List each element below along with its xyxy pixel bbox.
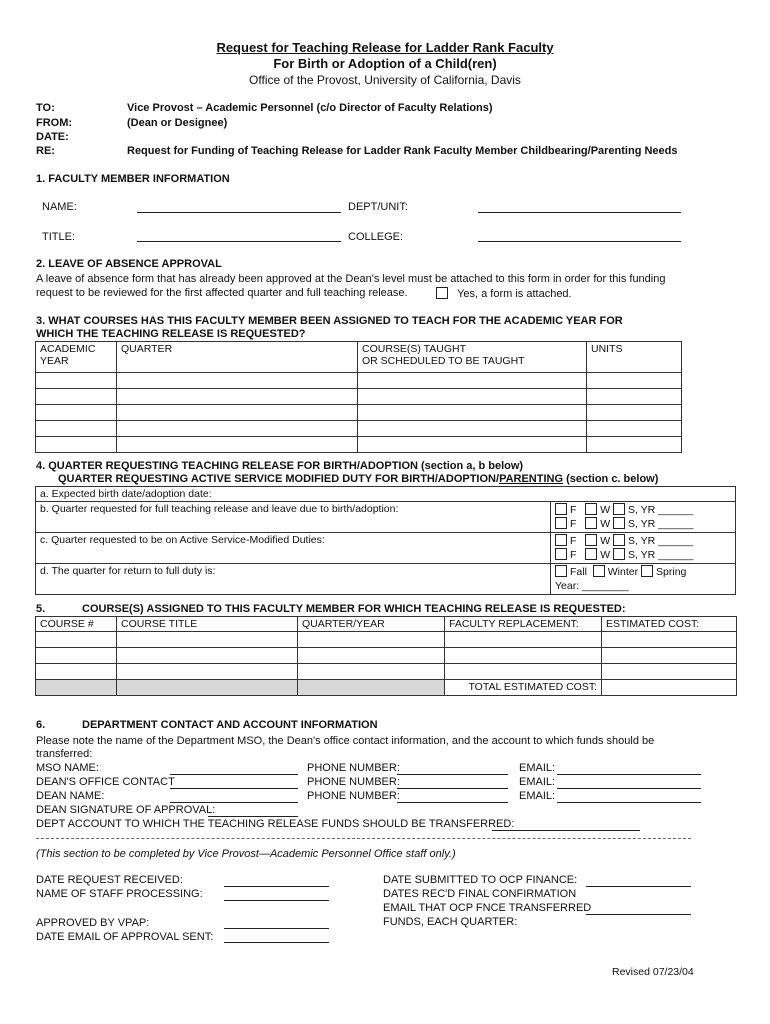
table-row[interactable]	[36, 664, 737, 680]
return-duty-options[interactable]: Fall Winter Spring Year: ________	[551, 564, 736, 595]
section6-text-2: transferred:	[36, 748, 93, 760]
modified-duty-options[interactable]: F W S, YR ______ F W S, YR ______	[551, 533, 736, 564]
dean-email-field[interactable]	[557, 802, 701, 803]
account-field[interactable]	[492, 830, 640, 831]
dean-name-field[interactable]	[170, 802, 298, 803]
name-field[interactable]	[137, 212, 341, 213]
email-sent-label: DATE EMAIL OF APPROVAL SENT:	[36, 931, 214, 943]
table-row[interactable]	[36, 373, 682, 389]
table-row[interactable]	[36, 632, 737, 648]
section4-heading-2: QUARTER REQUESTING ACTIVE SERVICE MODIFIED DUTY FOR BIRTH/ADOPTION/PARENTING (section c. below)	[58, 473, 659, 485]
approved-by-label: APPROVED BY VPAP:	[36, 917, 150, 929]
dean-contact-email-label: EMAIL:	[519, 776, 556, 788]
table-row[interactable]	[36, 389, 682, 405]
section2-heading: 2. LEAVE OF ABSENCE APPROVAL	[36, 258, 222, 270]
to-value: Vice Provost – Academic Personnel (c/o Director of Faculty Relations)	[127, 102, 493, 114]
checkbox-spring[interactable]	[641, 565, 653, 577]
form-attached-checkbox[interactable]	[436, 287, 448, 299]
table-row[interactable]	[36, 437, 682, 453]
section2-text-1: A leave of absence form that has already been approved at the Dean's level must be attached to this form in order for this funding	[36, 273, 666, 285]
mso-phone-label: PHONE NUMBER:	[307, 762, 400, 774]
dean-contact-phone-field[interactable]	[397, 788, 508, 789]
checkbox-s[interactable]	[613, 503, 625, 515]
ocp-email-field[interactable]	[586, 914, 691, 915]
funds-label: FUNDS, EACH QUARTER:	[383, 916, 518, 928]
checkbox-w[interactable]	[585, 503, 597, 515]
modified-duty-label: c. Quarter requested to be on Active Service-Modified Duties:	[36, 533, 551, 564]
checkbox-s[interactable]	[613, 548, 625, 560]
release-quarter-options[interactable]: F W S, YR ______ F W S, YR ______	[551, 502, 736, 533]
staff-processing-label: NAME OF STAFF PROCESSING:	[36, 888, 203, 900]
col-estimated-cost: ESTIMATED COST:	[602, 617, 737, 632]
section3-heading-1: 3. WHAT COURSES HAS THIS FACULTY MEMBER BEEN ASSIGNED TO TEACH FOR THE ACADEMIC YEAR FOR	[36, 315, 623, 327]
table-row[interactable]	[36, 648, 737, 664]
checkbox-w[interactable]	[585, 548, 597, 560]
office-use-note: (This section to be completed by Vice Provost—Academic Personnel Office staff only.)	[36, 848, 456, 860]
re-label: RE:	[36, 145, 55, 157]
name-label: NAME:	[42, 201, 77, 213]
from-label: FROM:	[36, 117, 73, 129]
checkbox-f[interactable]	[555, 548, 567, 560]
table-row[interactable]	[36, 421, 682, 437]
title-field[interactable]	[137, 241, 341, 242]
total-cost-field[interactable]	[602, 680, 737, 696]
checkbox-s[interactable]	[613, 517, 625, 529]
date-submitted-label: DATE SUBMITTED TO OCP FINANCE:	[383, 874, 578, 886]
college-label: COLLEGE:	[348, 231, 404, 243]
section5-heading: COURSE(S) ASSIGNED TO THIS FACULTY MEMBER FOR WHICH TEACHING RELEASE IS REQUESTED:	[82, 603, 626, 615]
total-label: TOTAL ESTIMATED COST:	[445, 680, 602, 696]
section6-text-1: Please note the name of the Department MSO, the Dean's office contact information, and the account to which funds should be	[36, 735, 655, 747]
mso-label: MSO NAME:	[36, 762, 99, 774]
dept-label: DEPT/UNIT:	[348, 201, 408, 213]
dean-email-label: EMAIL:	[519, 790, 556, 802]
college-field[interactable]	[478, 241, 681, 242]
divider	[36, 838, 691, 839]
dean-signature-label: DEAN SIGNATURE OF APPROVAL:	[36, 804, 216, 816]
dean-contact-phone-label: PHONE NUMBER:	[307, 776, 400, 788]
form-attached-option[interactable]	[436, 287, 572, 300]
col-quarter: QUARTER	[117, 342, 358, 373]
section1-heading: 1. FACULTY MEMBER INFORMATION	[36, 173, 230, 185]
courses-assigned-table	[35, 341, 682, 453]
col-academic-year: ACADEMIC YEAR	[36, 342, 117, 373]
date-submitted-field[interactable]	[586, 886, 691, 887]
dean-contact-label: DEAN'S OFFICE CONTACT	[36, 776, 175, 788]
mso-field[interactable]	[170, 774, 298, 775]
checkbox-f[interactable]	[555, 534, 567, 546]
final-confirmation-label: DATES REC'D FINAL CONFIRMATION	[383, 888, 577, 900]
checkbox-f[interactable]	[555, 503, 567, 515]
section4-heading-1: 4. QUARTER REQUESTING TEACHING RELEASE FOR BIRTH/ADOPTION (section a, b below)	[36, 460, 524, 472]
col-faculty-replacement: FACULTY REPLACEMENT:	[445, 617, 602, 632]
section6-number: 6.	[36, 719, 46, 731]
section2-text-2: request to be reviewed for the first affected quarter and full teaching release.	[36, 287, 408, 299]
checkbox-w[interactable]	[585, 517, 597, 529]
dean-signature-field[interactable]	[208, 816, 298, 817]
date-received-field[interactable]	[224, 886, 329, 887]
checkbox-winter[interactable]	[593, 565, 605, 577]
col-course-num: COURSE #	[36, 617, 117, 632]
form-subtitle: For Birth or Adoption of a Child(ren)	[273, 56, 497, 71]
checkbox-f[interactable]	[555, 517, 567, 529]
ocp-email-label: EMAIL THAT OCP FNCE TRANSFERRED	[383, 902, 592, 914]
form-title: Request for Teaching Release for Ladder Rank Faculty	[216, 40, 554, 55]
checkbox-fall[interactable]	[555, 565, 567, 577]
expected-date-row[interactable]: a. Expected birth date/adoption date:	[36, 487, 736, 502]
office-line: Office of the Provost, University of California, Davis	[249, 73, 521, 87]
dean-contact-field[interactable]	[170, 788, 298, 789]
title-label: TITLE:	[42, 231, 76, 243]
col-quarter-year: QUARTER/YEAR	[298, 617, 445, 632]
section5-number: 5.	[36, 603, 46, 615]
email-sent-field[interactable]	[224, 942, 329, 943]
col-units: UNITS	[587, 342, 682, 373]
to-label: TO:	[36, 102, 55, 114]
quarter-request-table	[35, 486, 736, 595]
from-value: (Dean or Designee)	[127, 117, 228, 129]
dean-contact-email-field[interactable]	[557, 788, 701, 789]
section3-heading-2: WHICH THE TEACHING RELEASE IS REQUESTED?	[36, 328, 306, 340]
revised-date: Revised 07/23/04	[612, 966, 694, 978]
section6-heading: DEPARTMENT CONTACT AND ACCOUNT INFORMATION	[82, 719, 378, 731]
col-course-title: COURSE TITLE	[117, 617, 298, 632]
account-label: DEPT ACCOUNT TO WHICH THE TEACHING RELEASE FUNDS SHOULD BE TRANSFERRED:	[36, 818, 515, 830]
return-duty-label: d. The quarter for return to full duty is:	[36, 564, 551, 595]
checkbox-w[interactable]	[585, 534, 597, 546]
date-received-label: DATE REQUEST RECEIVED:	[36, 874, 183, 886]
re-value: Request for Funding of Teaching Release for Ladder Rank Faculty Member Childbearing/Parenting Needs	[127, 145, 678, 157]
staff-processing-field[interactable]	[224, 900, 329, 901]
checkbox-s[interactable]	[613, 534, 625, 546]
dept-field[interactable]	[478, 212, 681, 213]
col-courses-taught: COURSE(S) TAUGHT OR SCHEDULED TO BE TAUGHT	[358, 342, 587, 373]
dean-phone-label: PHONE NUMBER:	[307, 790, 400, 802]
dean-phone-field[interactable]	[397, 802, 508, 803]
date-label: DATE:	[36, 131, 69, 143]
dean-name-label: DEAN NAME:	[36, 790, 105, 802]
release-courses-table	[35, 616, 737, 696]
mso-email-label: EMAIL:	[519, 762, 556, 774]
release-quarter-label: b. Quarter requested for full teaching release and leave due to birth/adoption:	[36, 502, 551, 533]
form-attached-label: Yes, a form is attached.	[457, 288, 572, 300]
mso-email-field[interactable]	[557, 774, 701, 775]
approved-by-field[interactable]	[224, 928, 329, 929]
mso-phone-field[interactable]	[397, 774, 508, 775]
table-row[interactable]	[36, 405, 682, 421]
